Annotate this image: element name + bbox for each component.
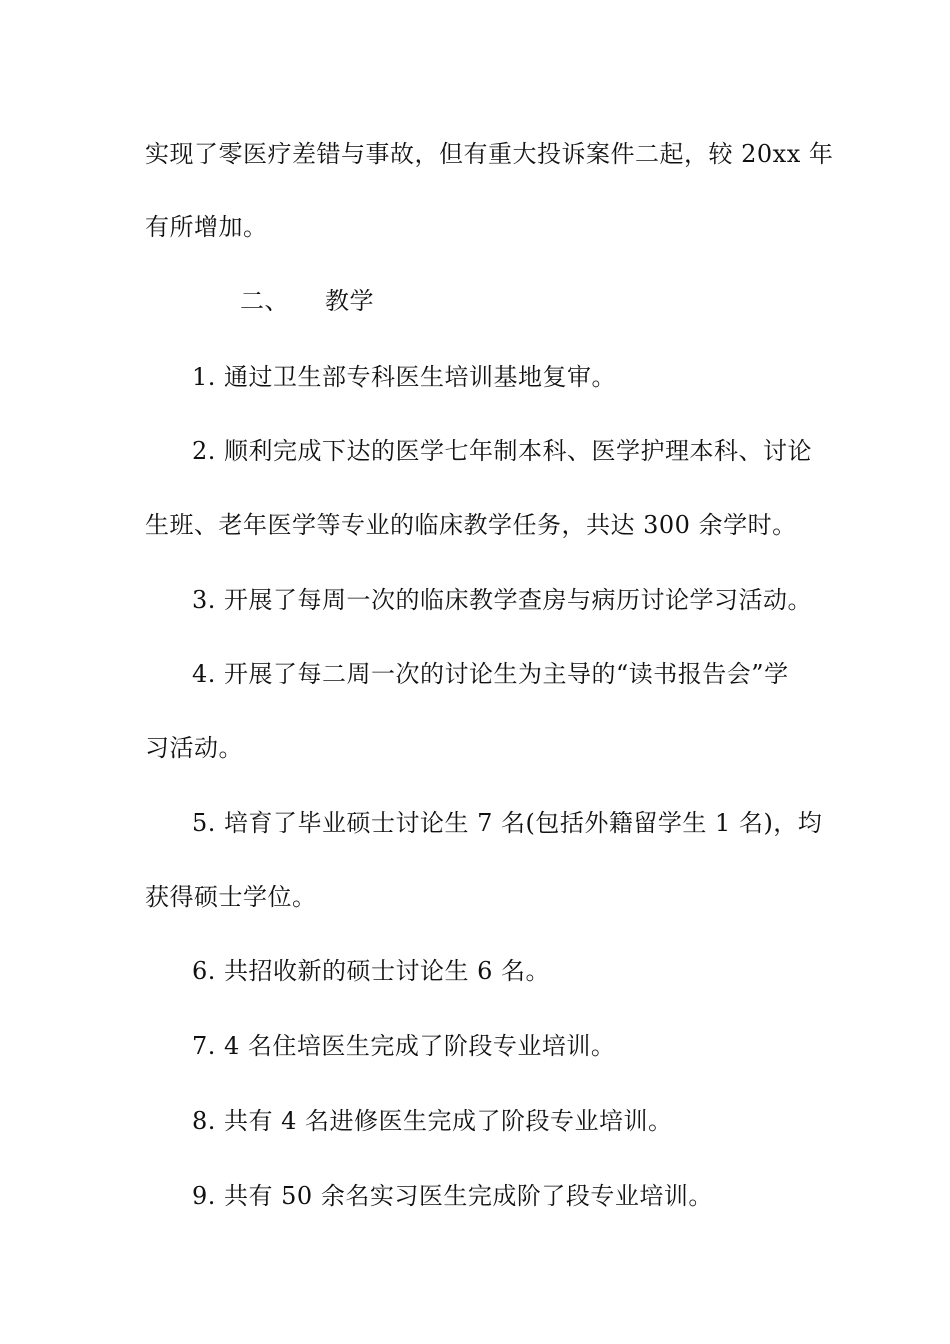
list-item-2-line-2: 生班、老年医学等专业的临床教学任务，共达 300 余学时。 <box>145 511 797 539</box>
list-item-5-line-2: 获得硕士学位。 <box>145 883 317 911</box>
list-item-1: 1. 通过卫生部专科医生培训基地复审。 <box>192 363 617 391</box>
section-heading-title: 教学 <box>325 287 374 315</box>
list-item-2-line-1: 2. 顺利完成下达的医学七年制本科、医学护理本科、讨论 <box>192 437 813 465</box>
list-item-8: 8. 共有 4 名进修医生完成了阶段专业培训。 <box>192 1107 673 1135</box>
list-item-4-line-1: 4. 开展了每二周一次的讨论生为主导的“读书报告会”学 <box>192 660 789 688</box>
list-item-9: 9. 共有 50 余名实习医生完成阶了段专业培训。 <box>192 1182 713 1210</box>
list-item-4-line-2: 习活动。 <box>145 734 243 762</box>
list-item-7: 7. 4 名住培医生完成了阶段专业培训。 <box>192 1032 616 1060</box>
section-heading <box>240 286 940 316</box>
list-item-3: 3. 开展了每周一次的临床教学查房与病历讨论学习活动。 <box>192 586 813 614</box>
intro-paragraph-line-1: 实现了零医疗差错与事故，但有重大投诉案件二起，较 20xx 年 <box>145 140 834 168</box>
list-item-5-line-1: 5. 培育了毕业硕士讨论生 7 名(包括外籍留学生 1 名)，均 <box>192 809 823 837</box>
intro-paragraph-line-2: 有所增加。 <box>145 213 268 241</box>
list-item-6: 6. 共招收新的硕士讨论生 6 名。 <box>192 957 551 985</box>
section-heading-number: 二、 <box>240 287 289 315</box>
